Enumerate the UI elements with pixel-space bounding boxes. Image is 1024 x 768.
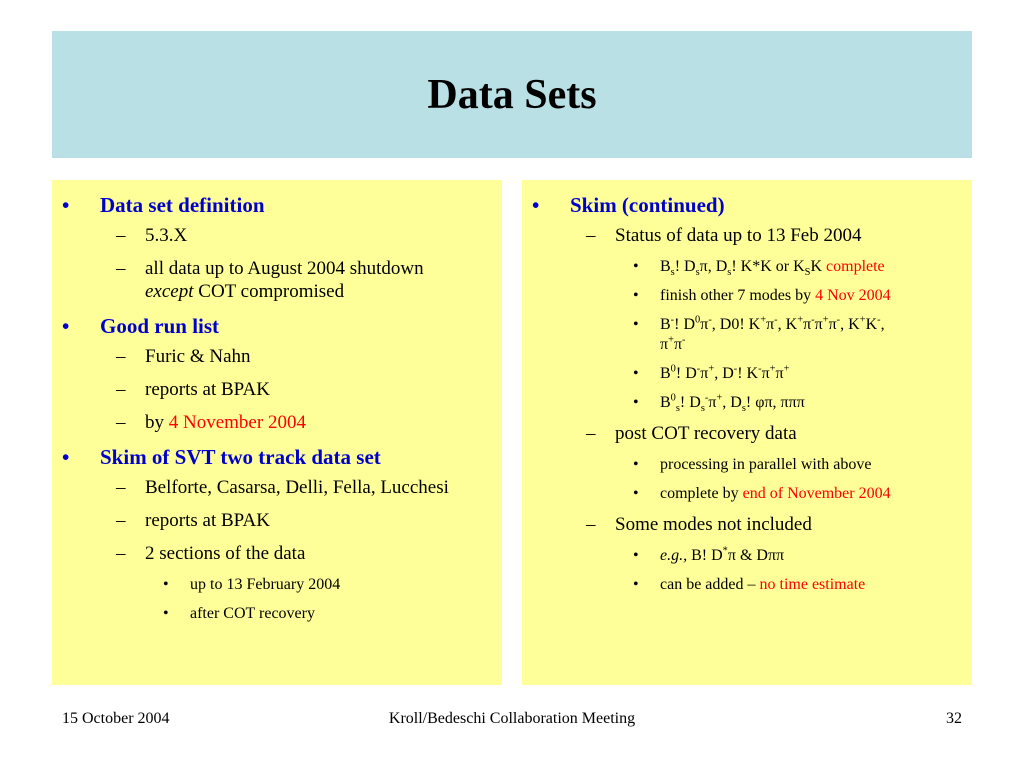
point-item: • $B_s$! $D_s\pi$, $D_s$! K*K or $K_SK$ complete [633, 258, 885, 279]
bullet-icon: • [62, 314, 70, 338]
bullet-icon: • [532, 193, 540, 217]
sub-item: – Belforte, Casarsa, Delli, Fella, Lucchesi [116, 477, 449, 498]
dash-icon: – [116, 225, 126, 246]
dot-icon: • [163, 576, 169, 593]
dot-icon: • [633, 485, 639, 502]
left-panel [52, 180, 502, 685]
dash-icon: – [116, 258, 126, 279]
dot-icon: • [633, 316, 639, 333]
sub-item: – 2 sections of the data [116, 543, 306, 564]
dot-icon: • [633, 365, 639, 382]
sub-item: – post COT recovery data [586, 423, 797, 444]
dot-icon: • [633, 287, 639, 304]
bullet-icon: • [62, 193, 70, 217]
dot-icon: • [633, 576, 639, 593]
right-panel [522, 180, 972, 685]
dash-icon: – [586, 514, 596, 535]
footer-title: Kroll/Bedeschi Collaboration Meeting [388, 710, 636, 727]
heading-text: Skim of SVT two track data set [100, 445, 381, 469]
point-item: • finish other 7 modes by 4 Nov 2004 [633, 287, 891, 304]
heading-text: Skim (continued) [570, 193, 725, 217]
dash-icon: – [116, 379, 126, 400]
dot-icon: • [633, 547, 639, 564]
dash-icon: – [586, 225, 596, 246]
point-item: • up to 13 February 2004 [163, 576, 341, 593]
bullet-skim-svt [52, 444, 496, 470]
sub-item: – by 4 November 2004 [116, 412, 306, 433]
dot-icon: • [633, 258, 639, 275]
point-item: • $B^0_s$! $D_s^-\pi^+$, $D_s$! φπ, πππ [633, 392, 805, 415]
bullet-good-run-list [52, 313, 496, 339]
dot-icon: • [633, 456, 639, 473]
point-item: • processing in parallel with above [633, 456, 872, 473]
bullet-icon: • [62, 445, 70, 469]
dash-icon: – [586, 423, 596, 444]
point-item: • after COT recovery [163, 605, 315, 622]
dash-icon: – [116, 477, 126, 498]
footer-date: 15 October 2004 [62, 710, 170, 727]
point-item: • e.g., B! D*π & Dππ [633, 545, 785, 564]
heading-text: Good run list [100, 314, 220, 338]
bullet-data-set-definition [52, 192, 496, 218]
page-number: 32 [946, 710, 962, 727]
point-item: • complete by end of November 2004 [633, 485, 891, 502]
title-box [52, 31, 972, 158]
point-item: • B-! $D^0\pi^-$, D0! K+π-, K+π-π+π-, K+K-, π+π- [633, 314, 885, 353]
slide-title: Data Sets [427, 71, 597, 118]
sub-item: – Some modes not included [586, 514, 812, 535]
dash-icon: – [116, 510, 126, 531]
dot-icon: • [633, 394, 639, 411]
sub-item: – reports at BPAK [116, 379, 270, 400]
sub-item: – Status of data up to 13 Feb 2004 [586, 225, 862, 246]
heading-text: Data set definition [100, 193, 265, 217]
sub-item: – 5.3.X [116, 225, 188, 246]
point-item: • can be added – no time estimate [633, 576, 866, 593]
dash-icon: – [116, 543, 126, 564]
sub-item: – reports at BPAK [116, 510, 270, 531]
point-item: • $B^0$! D-π+, D-! K-π+π+ [633, 363, 790, 382]
dash-icon: – [116, 412, 126, 433]
dot-icon: • [163, 605, 169, 622]
dash-icon: – [116, 346, 126, 367]
sub-item: – all data up to August 2004 shutdown except COT compromised [116, 258, 424, 302]
bullet-skim-continued [522, 192, 966, 218]
sub-item: – Furic & Nahn [116, 346, 251, 367]
